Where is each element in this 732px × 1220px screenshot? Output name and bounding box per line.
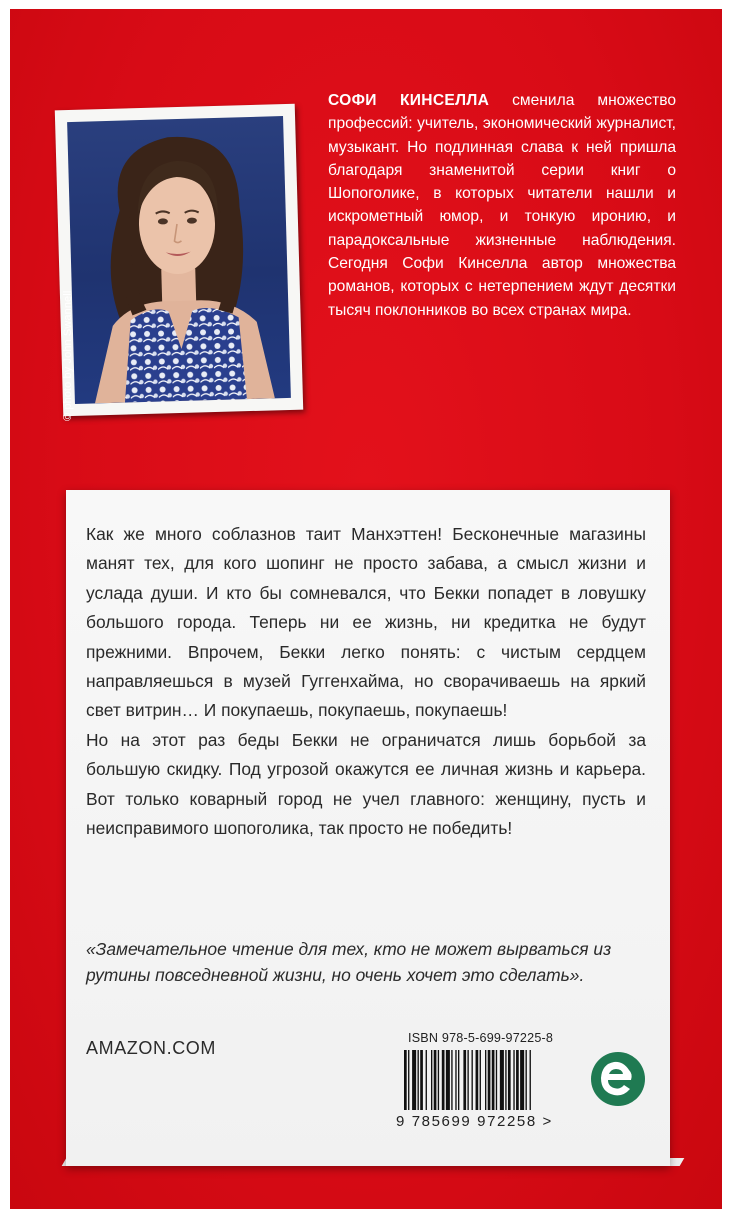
review-source: AMAZON.COM [86, 1038, 216, 1058]
barcode-bar [451, 1050, 452, 1110]
review-quote: «Замечательное чтение для тех, кто не может вырваться из рутины повседневной жизни, но очень хочет это сделать». [86, 939, 612, 985]
barcode-bar [476, 1050, 479, 1110]
author-photo [67, 116, 291, 404]
barcode-digits: 9 785699 972258 > [396, 1113, 553, 1130]
barcode-bar [431, 1050, 432, 1110]
barcode-bar [463, 1050, 466, 1110]
barcode-bar [412, 1050, 416, 1110]
barcode-bar [418, 1050, 419, 1110]
author-bio [328, 89, 676, 322]
barcode-bar [496, 1050, 497, 1110]
author-portrait-illustration [67, 116, 291, 404]
author-name: СОФИ КИНСЕЛЛА [328, 92, 490, 109]
barcode-bar [508, 1050, 511, 1110]
barcode-bar [438, 1050, 439, 1110]
barcode-bar [516, 1050, 519, 1110]
barcode-bar [434, 1050, 437, 1110]
blurb-paragraph: Как же много соблазнов таит Манхэттен! Бесконечные магазины манят тех, для кого шопинг не просто забава, а смысл жизни и услада души. И кто бы сомневался, что Бекки попадет в ловушку большого города. Теперь ни ее жизнь, ни кредитка не будут прежними. Впрочем, Бекки легко понять: с чистым сердцем направляешься в музей Гуггенхайма, но сворачиваешь на яркий свет витрин… И покупаешь, покупаешь, покупаешь! [86, 524, 646, 721]
barcode-bar [442, 1050, 445, 1110]
barcode-bar [426, 1050, 427, 1110]
eksmo-logo-icon [589, 1050, 647, 1108]
photo-credit: © photo by John Swannell [62, 290, 74, 421]
book-blurb [86, 520, 646, 843]
author-photo-frame [55, 104, 303, 417]
barcode-bar [480, 1050, 481, 1110]
barcode-bar [446, 1050, 450, 1110]
annotation-paper [66, 490, 670, 1166]
barcode-bar [520, 1050, 524, 1110]
barcode-bar [526, 1050, 527, 1110]
barcode-bar [492, 1050, 495, 1110]
author-bio-text: сменила множество профессий: учитель, экономический журналист, музыкант. Но подлинная слава к ней пришла благодаря знаменитой серии книг о Шопоголике, в которых читатели нашли и искрометный юмор, и тонкую иронию, и парадоксальные жизненные наблюдения. Сегодня Софи Кинселла автор множества романов, которых с нетерпением ждут десятки тысяч поклонников во всех странах мира. [328, 92, 677, 319]
blurb-paragraph: Но на этот раз беды Бекки не ограничатся лишь борьбой за большую скидку. Под угрозой окажутся ее личная жизнь и карьера. Вот только коварный город не учел главного: женщину, пусть и неисправимого шопоголика, так просто не победить! [86, 729, 646, 839]
barcode-bar [485, 1050, 486, 1110]
barcode-bar [420, 1050, 423, 1110]
barcode-bar [458, 1050, 459, 1110]
barcode-bar [467, 1050, 468, 1110]
barcode-bar [408, 1050, 409, 1110]
barcode-bar [404, 1050, 407, 1110]
barcode-bar [488, 1050, 491, 1110]
isbn-label: ISBN 978-5-699-97225-8 [408, 1031, 554, 1045]
barcode-bar [513, 1050, 514, 1110]
barcode-bar [455, 1050, 456, 1110]
barcode-bar [500, 1050, 504, 1110]
barcode-icon [404, 1050, 574, 1110]
barcode-bar [505, 1050, 506, 1110]
barcode-bar [530, 1050, 531, 1110]
barcode-bar [472, 1050, 473, 1110]
